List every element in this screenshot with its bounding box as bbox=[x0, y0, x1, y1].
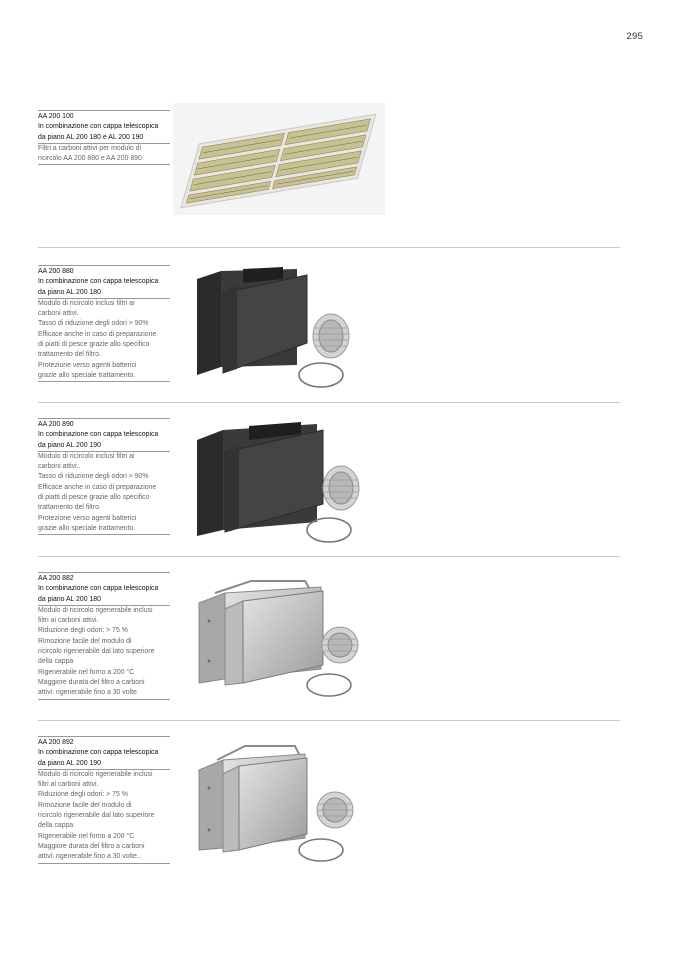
product-code: AA 200 882 bbox=[38, 572, 170, 584]
product-code: AA 200 100 bbox=[38, 110, 170, 122]
product-aa-200-882 bbox=[38, 572, 170, 700]
recirculation-module-black-image bbox=[193, 265, 363, 390]
page-number: 295 bbox=[626, 31, 643, 42]
product-heading: In combinazione con cappa telescopica da piano AL 200 190 bbox=[38, 748, 170, 770]
recirculation-module-steel-image bbox=[195, 738, 360, 866]
product-heading: In combinazione con cappa telescopica da piano AL 200 180 e AL 200 190 bbox=[38, 122, 170, 144]
section-divider bbox=[38, 556, 620, 557]
product-description: Modulo di ricircolo inclusi filtri ai carboni attivi.. Tasso di riduzione degli odori > 90% Efficace anche in caso di preparazione di piatti di pesce grazie allo specifico trattamento del filtro. Protezione verso agenti batterici grazie allo speciale trattamento. bbox=[38, 452, 170, 535]
section-divider bbox=[38, 402, 620, 403]
product-description: Modulo di ricircolo rigenerabile inclusi filtri ai carboni attivi. Riduzione degli odori: > 75 % Rimozione facile del modulo di ricircolo rigenerabile dal lato superiore della cappa Rigenerabile nel forno a 200 °C Maggiore durata del filtro a carboni attivi: rigenerabile fino a 30 volte. bbox=[38, 606, 170, 700]
product-aa-200-890 bbox=[38, 418, 170, 535]
carbon-filter-image bbox=[173, 103, 385, 215]
product-heading: In combinazione con cappa telescopica da piano AL 200 180 bbox=[38, 584, 170, 606]
product-description: Modulo di ricircolo rigenerabile inclusi filtri ai carboni attivi. Riduzione degli odori: > 75 % Rimozione facile del modulo di ricircolo rigenerabile dal lato superiore della cappa Rigenerabile nel forno a 200 °C Maggiore durata del filtro a carboni attivi: rigenerabile fino a 30 volte.. bbox=[38, 770, 170, 864]
section-divider bbox=[38, 720, 620, 721]
product-heading: In combinazione con cappa telescopica da piano AL 200 180 bbox=[38, 277, 170, 299]
product-code: AA 200 892 bbox=[38, 736, 170, 748]
product-aa-200-100 bbox=[38, 110, 170, 165]
recirculation-module-black-image bbox=[193, 418, 363, 546]
product-heading: In combinazione con cappa telescopica da piano AL 200 190 bbox=[38, 430, 170, 452]
section-divider bbox=[38, 247, 620, 248]
recirculation-module-steel-image bbox=[195, 575, 360, 700]
product-code: AA 200 880 bbox=[38, 265, 170, 277]
product-description: Filtri a carboni attivi per modulo di ricircolo AA 200 880 e AA 200 890 bbox=[38, 144, 170, 166]
product-description: Modulo di ricircolo inclusi filtri ai carboni attivi. Tasso di riduzione degli odori > 90% Efficace anche in caso di preparazione di piatti di pesce grazie allo specifico trattamento del filtro. Protezione verso agenti batterici grazie allo speciale trattamento. bbox=[38, 299, 170, 382]
product-aa-200-880 bbox=[38, 265, 170, 382]
product-aa-200-892 bbox=[38, 736, 170, 864]
product-code: AA 200 890 bbox=[38, 418, 170, 430]
